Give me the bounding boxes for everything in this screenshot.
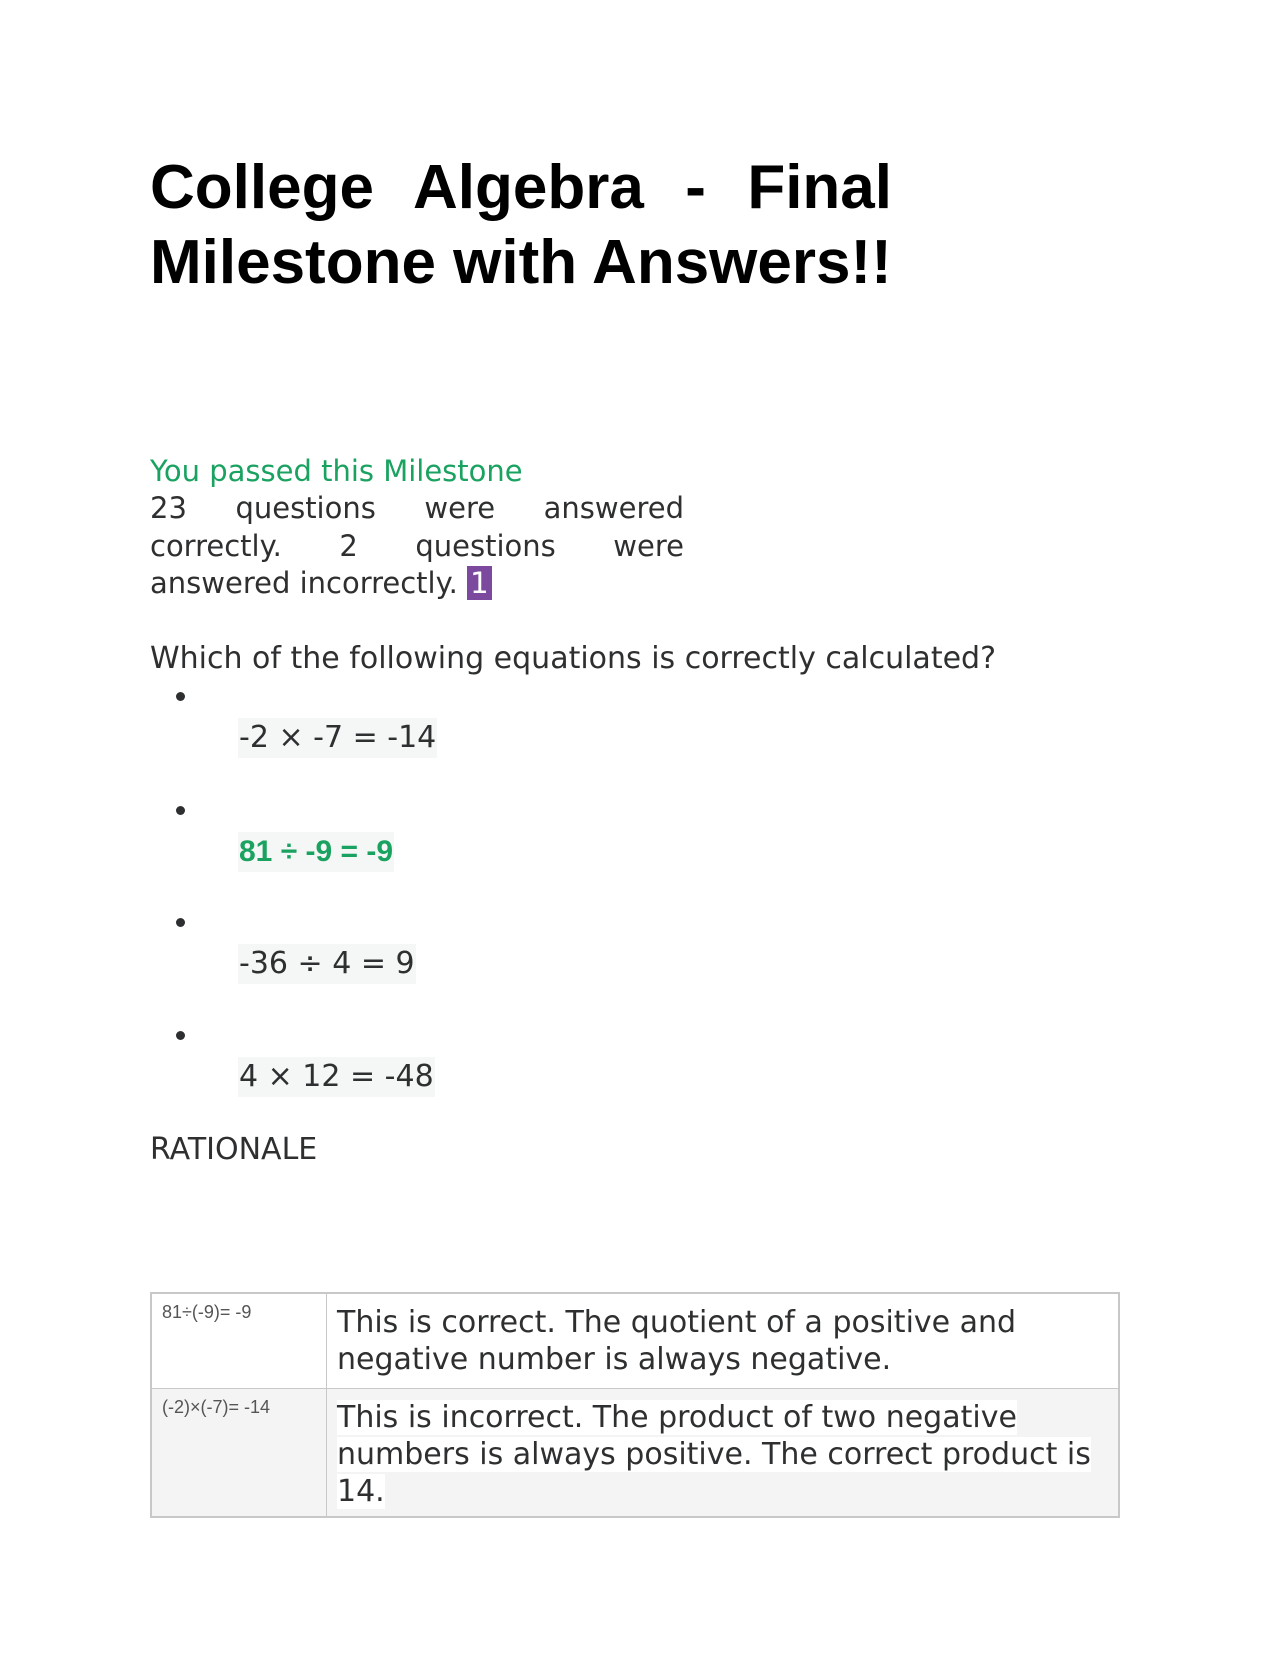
option-label: 4 × 12 = -48	[238, 1057, 435, 1097]
rationale-heading: RATIONALE	[150, 1132, 318, 1167]
document-title: College Algebra - Final Milestone with Answers!!	[150, 153, 892, 297]
summary-text: 23 questions were answered correctly. 2 questions were answered incorrectly.	[150, 491, 684, 600]
bullet-icon	[176, 918, 185, 927]
explanation-cell	[327, 1388, 1120, 1517]
option-label: -2 × -7 = -14	[238, 718, 437, 758]
table-row	[151, 1388, 1119, 1517]
explanation-cell	[327, 1293, 1120, 1388]
equation-cell: 81÷(-9)= -9	[151, 1293, 327, 1388]
explanation-text: This is incorrect. The product of two negative numbers is always positive. The correct product is 14.	[337, 1399, 1091, 1509]
question-number-badge: 1	[467, 566, 491, 600]
pass-status: You passed this Milestone	[150, 454, 523, 488]
table-row	[151, 1293, 1119, 1388]
bullet-icon	[176, 806, 185, 815]
option-label: -36 ÷ 4 = 9	[238, 944, 416, 984]
option-label: 81 ÷ -9 = -9	[238, 832, 394, 872]
question-text: Which of the following equations is correctly calculated?	[150, 641, 997, 676]
equation-cell: (-2)×(-7)= -14	[151, 1388, 327, 1517]
explanation-text: This is correct. The quotient of a positive and negative number is always negative.	[337, 1305, 1017, 1377]
score-summary	[150, 490, 684, 603]
bullet-icon	[176, 1031, 185, 1040]
rationale-table	[150, 1292, 1120, 1518]
bullet-icon	[176, 692, 185, 701]
